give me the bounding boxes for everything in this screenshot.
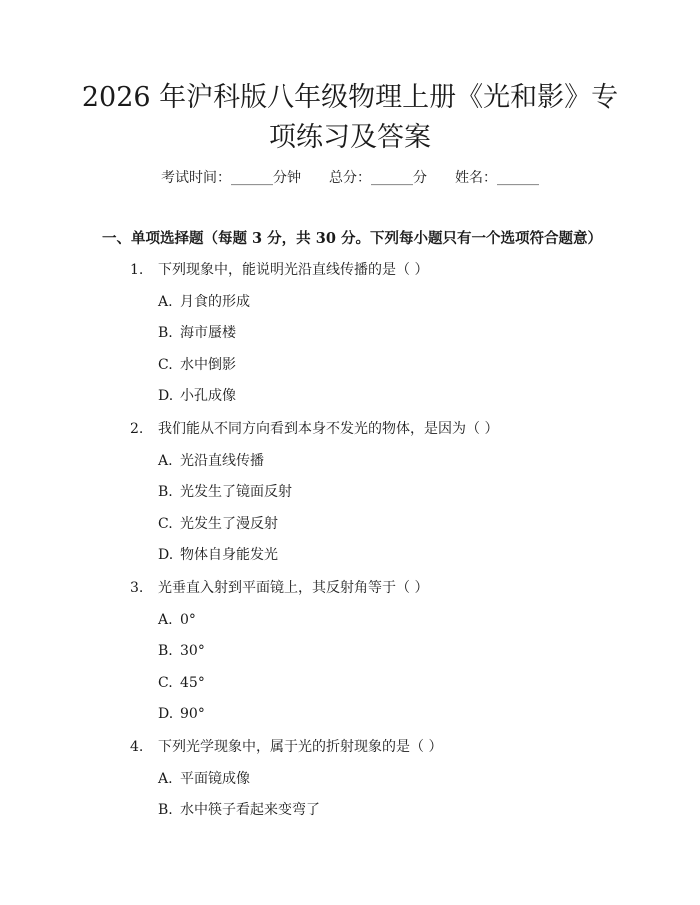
title-line-2: 项练习及答案: [269, 122, 431, 153]
option-text: 小孔成像: [180, 388, 236, 404]
option-text: 光发生了镜面反射: [180, 484, 292, 500]
option-text: 水中筷子看起来变弯了: [180, 802, 320, 818]
option-letter: C.: [158, 675, 173, 691]
question-number: 4.: [130, 739, 144, 755]
option-letter: C.: [158, 357, 173, 373]
option-text: 水中倒影: [180, 357, 236, 373]
option-3b: [158, 641, 205, 661]
section-heading: 一、单项选择题（每题 3 分，共 30 分。下列每小题只有一个选项符合题意）: [102, 230, 602, 247]
option-letter: A.: [158, 771, 173, 787]
option-text: 物体自身能发光: [180, 547, 278, 563]
option-1d: [158, 386, 236, 406]
question-number: 3.: [130, 580, 144, 596]
option-letter: B.: [158, 484, 173, 500]
option-text: 0°: [180, 612, 196, 628]
option-text: 海市蜃楼: [180, 325, 236, 341]
option-text: 30°: [180, 643, 205, 659]
question-1: [130, 260, 428, 280]
option-letter: B.: [158, 643, 173, 659]
option-letter: D.: [158, 706, 174, 722]
option-2b: [158, 482, 292, 502]
option-text: 光发生了漫反射: [180, 516, 278, 532]
option-text: 月食的形成: [180, 294, 250, 310]
question-4: [130, 737, 442, 757]
option-letter: A.: [158, 294, 173, 310]
exam-meta: [0, 168, 700, 188]
option-4a: [158, 769, 250, 789]
question-text: 我们能从不同方向看到本身不发光的物体，是因为（ ）: [158, 421, 499, 437]
option-2a: [158, 451, 264, 471]
title-line-1: 2026 年沪科版八年级物理上册《光和影》专: [81, 82, 619, 113]
question-text: 下列现象中，能说明光沿直线传播的是（ ）: [158, 262, 429, 278]
option-text: 90°: [180, 706, 205, 722]
question-number: 2.: [130, 421, 144, 437]
option-text: 45°: [180, 675, 205, 691]
option-3d: [158, 704, 205, 724]
option-1c: [158, 355, 236, 375]
question-text: 下列光学现象中，属于光的折射现象的是（ ）: [158, 739, 443, 755]
option-4b: [158, 800, 320, 820]
question-2: [130, 419, 498, 439]
option-2c: [158, 514, 278, 534]
option-letter: B.: [158, 325, 173, 341]
option-2d: [158, 545, 278, 565]
option-text: 光沿直线传播: [180, 453, 264, 469]
question-3: [130, 578, 428, 598]
option-letter: D.: [158, 547, 174, 563]
option-letter: D.: [158, 388, 174, 404]
option-1b: [158, 323, 236, 343]
total-score-label: 总分：______分: [329, 170, 427, 186]
option-3a: [158, 610, 196, 630]
question-number: 1.: [130, 262, 144, 278]
option-text: 平面镜成像: [180, 771, 250, 787]
option-letter: A.: [158, 612, 173, 628]
option-letter: B.: [158, 802, 173, 818]
option-letter: A.: [158, 453, 173, 469]
student-name-label: 姓名：______: [455, 170, 539, 186]
document-title: [60, 78, 640, 158]
option-3c: [158, 673, 205, 693]
option-1a: [158, 292, 250, 312]
option-letter: C.: [158, 516, 173, 532]
question-text: 光垂直入射到平面镜上，其反射角等于（ ）: [158, 580, 429, 596]
exam-time-label: 考试时间：______分钟: [161, 170, 301, 186]
